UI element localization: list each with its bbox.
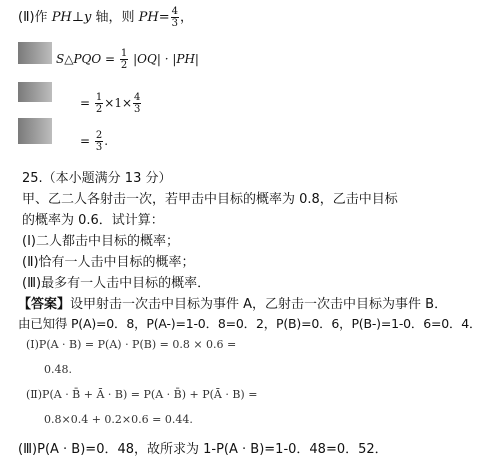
answer-line1: 【答案】设甲射击一次击中目标为事件 A，乙射击一次击中目标为事件 B． [18, 297, 448, 312]
question-1: (Ⅰ)二人都击中目标的概率； [22, 234, 179, 249]
scan-artifact-2 [18, 82, 52, 102]
question-2: (Ⅱ)恰有一人击中目标的概率； [22, 255, 195, 270]
area-line-3: = $\frac{2}{3}$ . [80, 130, 109, 153]
scan-artifact-1 [18, 42, 52, 64]
answer-part1-line2: 0.48. [44, 363, 72, 376]
answer-part1-line1: (Ⅰ)P(A · B) = P(A) · P(B) = 0.8 × 0.6 = [26, 338, 237, 351]
problem-stem-line2: 的概率为 0.6．试计算： [22, 213, 164, 228]
part2-header: (Ⅱ)作 PH⊥y 轴，则 PH= $\frac{4}{3}$ ， [18, 6, 194, 29]
answer-line2: 由已知得 P(A)=0．8，P(A-)=1-0．8=0．2，P(B)=0．6，P(B-)=1-0．6=0．4． [18, 316, 482, 331]
problem-number: 25.（本小题满分 13 分） [22, 171, 172, 186]
scan-artifact-3 [18, 118, 52, 144]
answer-part3: (Ⅲ)P(A · B)=0．48，故所求为 1-P(A · B)=1-0．48=0．52． [18, 442, 388, 457]
fraction-4-3-b: $\frac{4}{3}$ [134, 92, 141, 115]
answer-tag: 【答案】 [18, 297, 71, 312]
fraction-1-2-b: $\frac{1}{2}$ [95, 92, 103, 115]
answer-part2-line2: 0.8×0.4 + 0.2×0.6 = 0.44. [44, 413, 193, 426]
fraction-4-3: $\frac{4}{3}$ [171, 6, 179, 29]
fraction-2-3: $\frac{2}{3}$ [95, 130, 103, 153]
question-3: (Ⅲ)最多有一人击中目标的概率． [22, 276, 211, 291]
fraction-1-2: $\frac{1}{2}$ [120, 48, 128, 71]
answer-part2-line1: (Ⅱ)P(A · B̄ + Ā · B) = P(A · B̄) + P(Ā · B) = [26, 388, 258, 401]
problem-stem-line1: 甲、乙二人各射击一次，若甲击中目标的概率为 0.8，乙击中目标 [22, 192, 398, 207]
area-line-2: = $\frac{1}{2}$ ×1× $\frac{4}{3}$ [80, 92, 141, 115]
area-line-1: S△PQO = $\frac{1}{2}$ |OQ| · |PH| [56, 48, 199, 71]
